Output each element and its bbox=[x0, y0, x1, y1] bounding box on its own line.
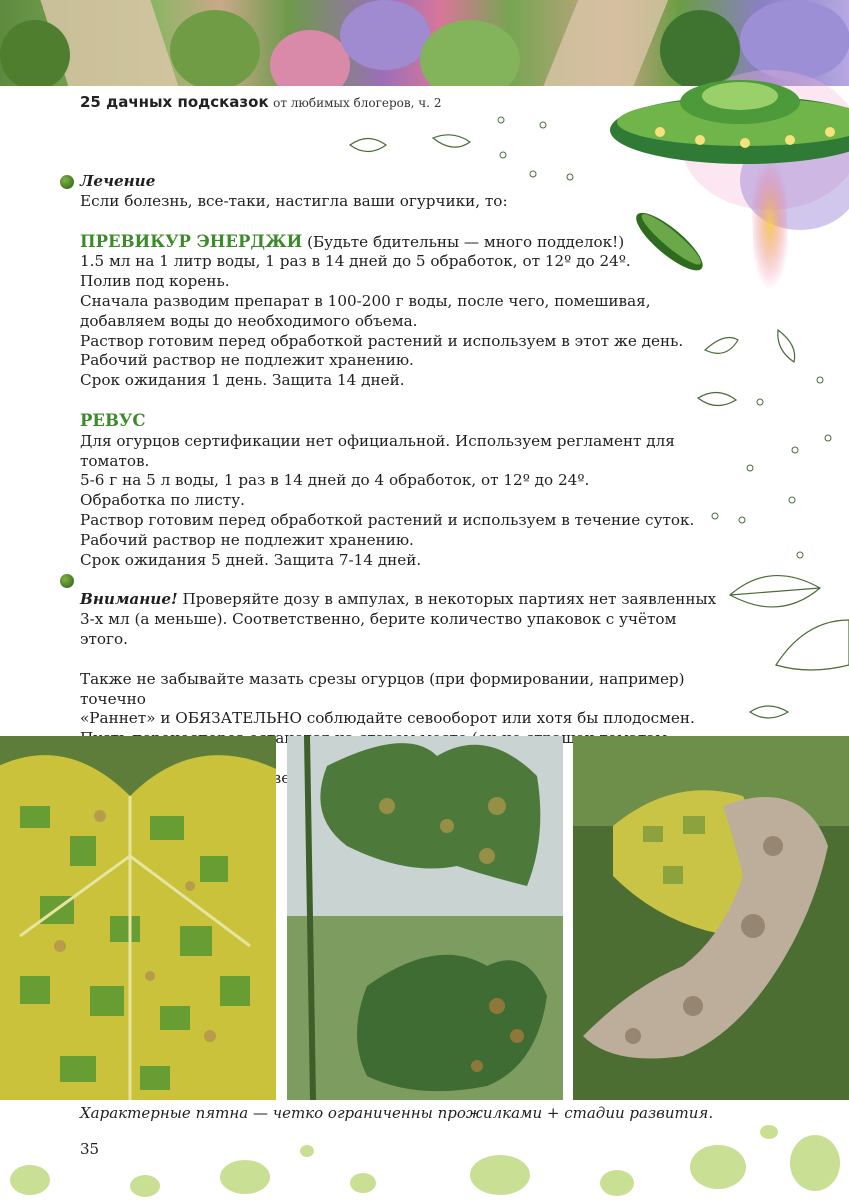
product2-line: 5-6 г на 5 л воды, 1 раз в 14 дней до 4 обработок, от 12º до 24º. bbox=[80, 471, 590, 490]
page-number: 35 bbox=[80, 1140, 100, 1158]
page-header bbox=[80, 93, 441, 111]
product1-line: Сначала разводим препарат в 100-200 г воды, после чего, помешивая, bbox=[80, 291, 651, 310]
product1-line: 1.5 мл на 1 литр воды, 1 раз в 14 дней до 5 обработок, от 12º до 24º. bbox=[80, 252, 631, 271]
product2-line: Срок ожидания 5 дней. Защита 7-14 дней. bbox=[80, 550, 422, 569]
section-bullet-icon bbox=[60, 175, 74, 189]
advice-line: процветают bbox=[233, 768, 330, 787]
cucumber-leaf-dried-photo bbox=[573, 736, 849, 1100]
product2-line: Для огурцов сертификации нет официальной. Используем регламент для томатов. bbox=[80, 431, 675, 470]
product1-line: Срок ожидания 1 день. Защита 14 дней. bbox=[80, 371, 405, 390]
product1-line: Раствор готовим перед обработкой растений и используем в этот же день. bbox=[80, 331, 684, 350]
advice-line: «Раннет» и ОБЯЗАТЕЛЬНО соблюдайте севооборот или хотя бы плодосмен. bbox=[80, 709, 695, 728]
cucumber-leaves-spotted-photo bbox=[287, 736, 563, 1100]
warning-title: Внимание! bbox=[80, 590, 178, 609]
product1-note: (Будьте бдительны — много подделок!) bbox=[307, 232, 625, 251]
product2-line: Рабочий раствор не подлежит хранению. bbox=[80, 530, 414, 549]
warning-line: Проверяйте дозу в ампулах, в некоторых партиях нет заявленных bbox=[182, 590, 717, 609]
product1-line: добавляем воды до необходимого объема. bbox=[80, 311, 418, 330]
treatment-intro: Если болезнь, все-таки, настигла ваши огурчики, то: bbox=[80, 191, 508, 210]
photo-caption: Характерные пятна — четко ограниченны прожилками + стадии развития. bbox=[80, 1104, 714, 1122]
header-title-rest: от любимых блогеров, ч. 2 bbox=[273, 96, 442, 110]
warning-bullet-icon bbox=[60, 574, 74, 588]
paint-splash-decoration bbox=[0, 1125, 849, 1200]
advice-line: Также не забывайте мазать срезы огурцов (при формировании, например) точечно bbox=[80, 669, 685, 708]
cucumber-leaf-mottled-photo bbox=[0, 736, 276, 1100]
product2-line: Обработка по листу. bbox=[80, 491, 245, 510]
product2-line: Раствор готовим перед обработкой растений и используем в течение суток. bbox=[80, 510, 695, 529]
product1-line: Рабочий раствор не подлежит хранению. bbox=[80, 351, 414, 370]
photo-strip bbox=[0, 736, 849, 1100]
section-title-treatment: Лечение bbox=[80, 172, 156, 190]
product2-name: РЕВУС bbox=[80, 410, 146, 430]
product1-name: ПРЕВИКУР ЭНЕРДЖИ bbox=[80, 231, 303, 251]
warning-line: 3-х мл (а меньше). Соответственно, берите количество упаковок с учётом этого. bbox=[80, 610, 677, 648]
leaf-decoration-top bbox=[348, 130, 478, 160]
main-text bbox=[80, 172, 720, 789]
header-title-bold: 25 дачных подсказок bbox=[80, 93, 269, 111]
product1-line: Полив под корень. bbox=[80, 272, 230, 291]
